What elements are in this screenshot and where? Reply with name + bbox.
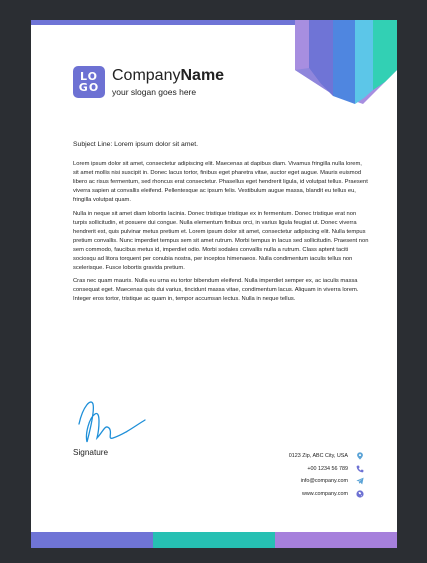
body-paragraph: Cras nec quam mauris. Nulla eu urna eu tortor bibendum eleifend. Nulla imperdiet semper ex, ac iaculis massa consequat eget. Maecenas quis dui varius, tincidunt massa vitae, condimentum lacus. Aliquam in viverra lorem. Integer eros tortor, tristique ac quam in, tempor accumsan lectus. Nulla in neque tellus. — [73, 278, 359, 302]
contact-info — [184, 450, 364, 500]
bottom-bar-segment-blue — [31, 532, 153, 548]
letter-body — [73, 160, 369, 309]
body-paragraph: Nulla in neque sit amet diam lobortis lacinia. Donec tristique tristique ex in fermentum. Donec tristique erat non turpis sollicitudin, et posuere dui congue. Nulla elementum finibus orci, in varius ligula feugiat ut. Donec viverra hendrerit est, quis pulvinar metus pretium et. Lorem ipsum dolor sit amet, consectetur adipiscing elit. Nulla tempus pretium convallis. Nunc imperdiet tempus sem sit amet rutrum. Morbi tempus in lacus sed sollicitudin. Praesent non sem commodo, faucibus metus id, imperdiet odio. Morbi sodales convallis nulla a rutrum. Class aptent taciti sociosqu ad litora torquent per conubia nostra, per inceptos himenaeos. Nulla condimentum iaculis tellus non scelerisque. Fusce lobortis gravida pretium. — [73, 210, 369, 271]
address-text: 0123 Zip, ABC City, USA — [288, 453, 348, 460]
company-name — [112, 67, 224, 85]
logo-text: LOGO — [78, 70, 100, 94]
body-paragraph: Lorem ipsum dolor sit amet, consectetur adipiscing elit. Maecenas at dapibus diam. Vivamus fringilla nulla lorem, sit amet mollis nisi suscipit in. Donec lacus tortor, finibus eget pharetra vitae, auctor eget augue. Mauris euismod libero ac risus fermentum, sed rhoncus erat consectetur. Phasellus eget hendrerit ligula, id volutpat tellus. Praesent viverra sapien at convallis eleifend. Pellentesque ac ipsum felis. Vestibulum augue massa, blandit eu tellus eu, fringilla volutpat quam. — [73, 161, 368, 203]
company-logo — [73, 66, 105, 98]
globe-icon — [356, 490, 364, 498]
letterhead-page — [31, 20, 397, 548]
contact-website — [184, 488, 364, 501]
location-icon — [356, 452, 364, 460]
bottom-bar-segment-purple — [275, 532, 397, 548]
corner-decoration — [295, 20, 397, 104]
bottom-bar-segment-teal — [153, 532, 275, 548]
website-text: www.company.com — [301, 490, 348, 497]
signature-label: Signature — [73, 448, 109, 457]
email-text: info@company.com — [300, 478, 348, 485]
company-name-bold: Name — [180, 67, 225, 84]
contact-phone — [184, 463, 364, 476]
contact-address — [184, 450, 364, 463]
subject-line: Subject Line: Lorem ipsum dolor sit amet. — [73, 141, 199, 148]
phone-icon — [356, 465, 364, 473]
company-name-plain: Company — [112, 67, 181, 84]
company-slogan: your slogan goes here — [112, 87, 197, 97]
send-icon — [356, 477, 364, 485]
handwritten-signature — [73, 394, 149, 450]
contact-email — [184, 475, 364, 488]
phone-text: +00 1234 56 789 — [307, 465, 348, 472]
bottom-accent-bar — [31, 532, 397, 548]
